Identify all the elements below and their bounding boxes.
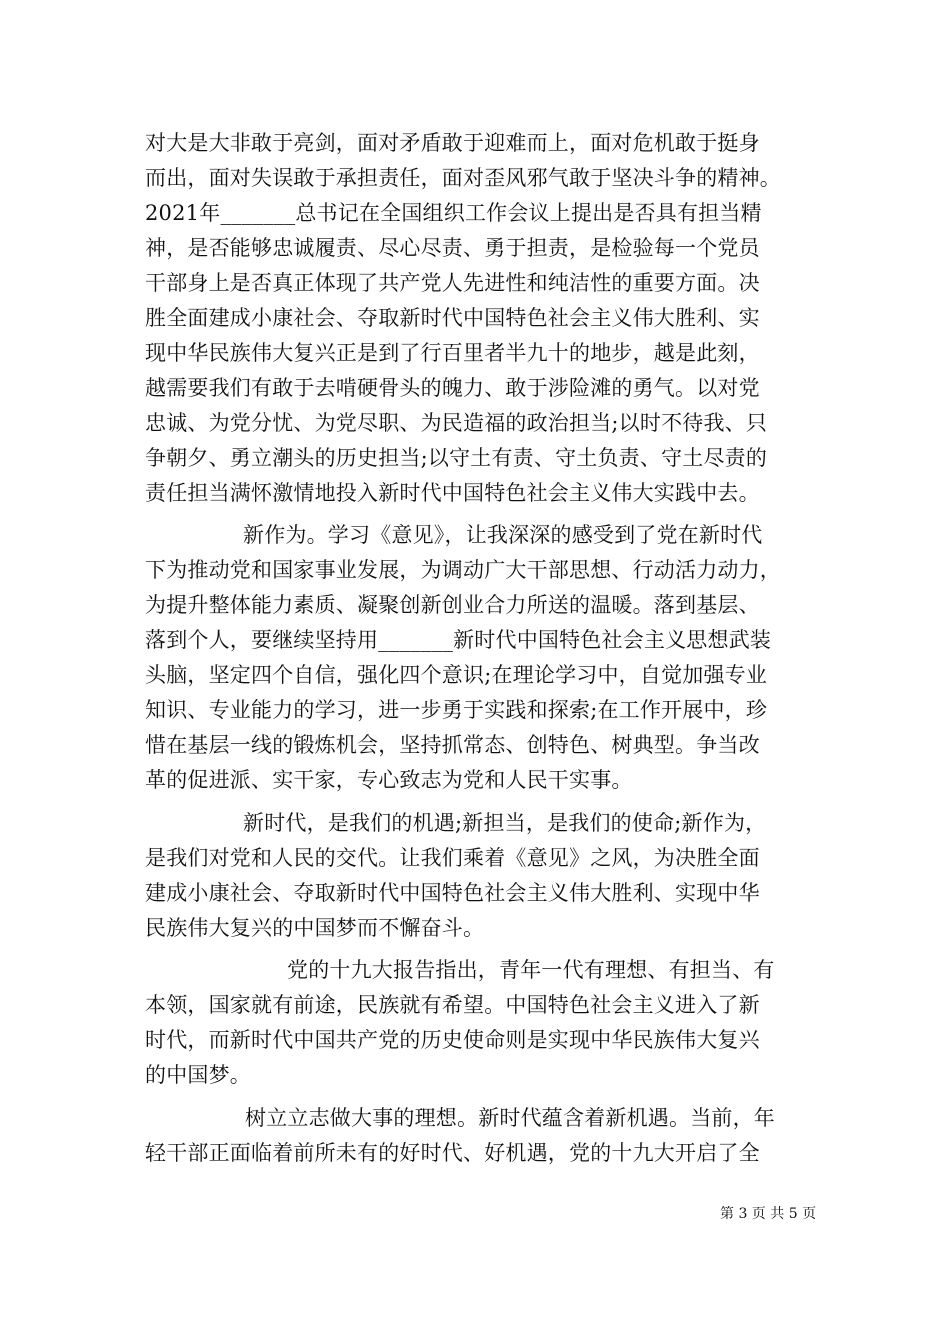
- text-line: 惜在基层一线的锻炼机会，坚持抓常态、创特色、树典型。争当改: [145, 733, 760, 757]
- text-line: 知识、专业能力的学习，进一步勇于实践和探索;在工作开展中，珍: [145, 698, 768, 722]
- text-line: 头脑，坚定四个自信，强化四个意识;在理论学习中，自觉加强专业: [145, 663, 768, 687]
- text-line: 时代，而新时代中国共产党的历史使命则是实现中华民族伟大复兴: [145, 1028, 760, 1052]
- text-line: 责任担当满怀激情地投入新时代中国特色社会主义伟大实践中去。: [145, 481, 760, 505]
- text-line: 神，是否能够忠诚履责、尽心尽责、勇于担责，是检验每一个党员: [145, 236, 760, 260]
- text-line: 民族伟大复兴的中国梦而不懈奋斗。: [145, 916, 485, 940]
- text-line: 忠诚、为党分忧、为党尽职、为民造福的政治担当;以时不待我、只: [145, 411, 768, 435]
- page-number-footer: 第 3 页 共 5 页: [720, 1206, 817, 1222]
- text-line: 争朝夕、勇立潮头的历史担当;以守土有责、守土负责、守土尽责的: [145, 446, 768, 470]
- text-line: 革的促进派、实干家，专心致志为党和人民干实事。: [145, 768, 633, 792]
- text-line: 轻干部正面临着前所未有的好时代、好机遇，党的十九大开启了全: [145, 1141, 760, 1165]
- text-line: 越需要我们有敢于去啃硬骨头的魄力、敢于涉险滩的勇气。以对党: [145, 376, 760, 400]
- text-line: 胜全面建成小康社会、夺取新时代中国特色社会主义伟大胜利、实: [145, 306, 760, 330]
- text-line: 为提升整体能力素质、凝聚创新创业合力所送的温暖。落到基层、: [145, 593, 760, 617]
- paragraph-first-line: 树立立志做大事的理想。新时代蕴含着新机遇。当前，年: [245, 1106, 775, 1130]
- text-line: 的中国梦。: [145, 1063, 251, 1087]
- text-line: 干部身上是否真正体现了共产党人先进性和纯洁性的重要方面。决: [145, 271, 760, 295]
- text-line: 建成小康社会、夺取新时代中国特色社会主义伟大胜利、实现中华: [145, 881, 760, 905]
- text-line: 下为推动党和国家事业发展，为调动广大干部思想、行动活力动力，: [145, 558, 781, 582]
- paragraph-first-line: 新时代，是我们的机遇;新担当，是我们的使命;新作为，: [243, 811, 767, 835]
- text-line: 是我们对党和人民的交代。让我们乘着《意见》之风，为决胜全面: [145, 846, 760, 870]
- text-line: 对大是大非敢于亮剑，面对矛盾敢于迎难而上，面对危机敢于挺身: [145, 131, 760, 155]
- text-line: 落到个人，要继续坚持用_______新时代中国特色社会主义思想武装: [145, 628, 772, 652]
- text-line: 而出，面对失误敢于承担责任，面对歪风邪气敢于坚决斗争的精神。: [145, 166, 781, 190]
- paragraph-first-line: 党的十九大报告指出，青年一代有理想、有担当、有: [287, 958, 775, 982]
- text-line: 本领，国家就有前途，民族就有希望。中国特色社会主义进入了新: [145, 993, 760, 1017]
- paragraph-first-line: 新作为。学习《意见》，让我深深的感受到了党在新时代: [243, 523, 763, 547]
- text-line: 2021年_______总书记在全国组织工作会议上提出是否具有担当精: [145, 201, 762, 225]
- text-line: 现中华民族伟大复兴正是到了行百里者半九十的地步，越是此刻，: [145, 341, 760, 365]
